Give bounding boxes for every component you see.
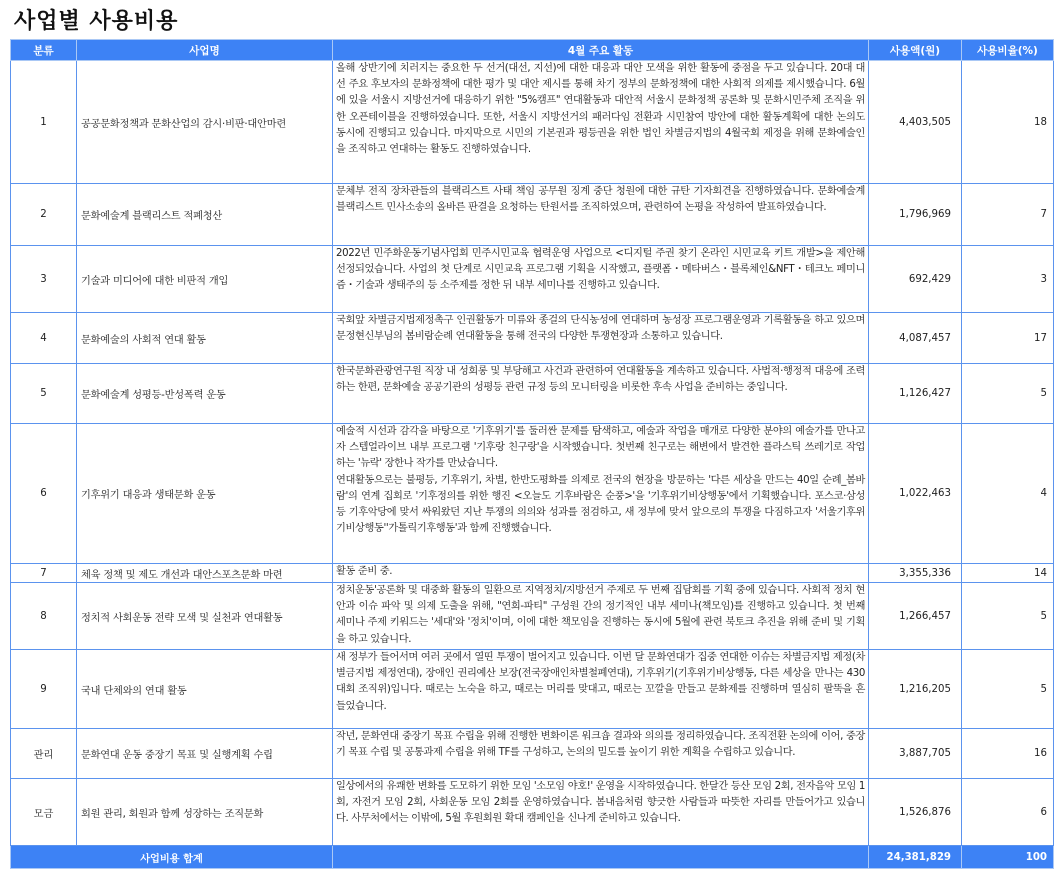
category-cell: 8 xyxy=(11,583,77,650)
activity-cell xyxy=(333,650,869,729)
activity-text: 새 정부가 들어서며 여러 곳에서 열띤 투쟁이 벌어지고 있습니다. 이번 달 문화연대가 집중 연대한 이슈는 차별금지법 제정(차별금지법 제정연대), 장애인 권리예산 보장(전국장애인차별철폐연대), 기후위기(기후위기비상행동, 다른 세상을 만나는 430대회 조직위)입니다. 때로는 노숙을 하고, 때로는 머리를 맞대고, 때로는 꼬깔을 만들고 문화제를 진행하며 열심히 팔뚝을 흔들었습니다. xyxy=(336,652,865,712)
total-activity-cell xyxy=(333,846,869,869)
activity-text: 일상에서의 유쾌한 변화를 도모하기 위한 모임 '소모임 야호!' 운영을 시작하였습니다. 한달간 등산 모임 2회, 전자음악 모임 1회, 자전거 모임 2회, 사회운동 모임 2회를 운영하였습니다. 봄내음처럼 향긋한 사람들과 따뜻한 자리를 만들어가고 있습니다. 사무처에서는 이밖에, 5월 후원회원 확대 캠페인을 신나게 준비하고 있습니다. xyxy=(336,781,865,825)
project-name-cell: 문화연대 운동 중장기 목표 및 실행계획 수립 xyxy=(77,729,333,779)
rate-cell: 7 xyxy=(962,184,1054,246)
category-cell: 관리 xyxy=(11,729,77,779)
rate-cell: 5 xyxy=(962,583,1054,650)
activity-cell xyxy=(333,583,869,650)
budget-table xyxy=(10,39,1054,869)
activity-cell xyxy=(333,779,869,846)
table-row xyxy=(11,364,1054,424)
rate-cell: 16 xyxy=(962,729,1054,779)
activity-text: 2022년 민주화운동기념사업회 민주시민교육 협력운영 사업으로 <디지털 주권 찾기 온라인 시민교육 키트 개발>을 제안해 선정되었습니다. 사업의 첫 단계로 시민교육 프로그램 기획을 시작했고, 플랫폼・메타버스・블록체인&NFT・테크노 페미니즘・기술과 생태주의 등 소주제를 정한 뒤 내부 세미나를 진행하고 있습니다. xyxy=(336,248,865,292)
header-amount: 사용액(원) xyxy=(869,40,962,61)
rate-cell: 14 xyxy=(962,564,1054,583)
project-name-cell: 문화예술계 성평등-반성폭력 운동 xyxy=(77,364,333,424)
rate-cell: 17 xyxy=(962,313,1054,364)
header-activity: 4월 주요 활동 xyxy=(333,40,869,61)
category-cell: 4 xyxy=(11,313,77,364)
table-row xyxy=(11,564,1054,583)
project-name-cell: 회원 관리, 회원과 함께 성장하는 조직문화 xyxy=(77,779,333,846)
category-cell: 5 xyxy=(11,364,77,424)
total-label: 사업비용 합계 xyxy=(11,846,333,869)
category-cell: 3 xyxy=(11,246,77,313)
activity-text: 작년, 문화연대 중장기 목표 수립을 위해 진행한 변화이론 워크숍 결과와 의의를 정리하였습니다. 조직전환 논의에 이어, 중장기 목표 수립 및 공통과제 수립을 위해 TF를 구성하고, 논의의 밀도를 높이기 위한 계획을 수립하고 있습니다. xyxy=(336,731,865,759)
header-rate: 사용비율(%) xyxy=(962,40,1054,61)
amount-cell: 4,087,457 xyxy=(869,313,962,364)
project-name-cell: 기술과 미디어에 대한 비판적 개입 xyxy=(77,246,333,313)
activity-text: 올해 상반기에 치러지는 중요한 두 선거(대선, 지선)에 대한 대응과 대안 모색을 위한 활동에 중점을 두고 있습니다. 20대 대선 주요 후보자의 문화정책에 대한 평가 및 대안 제시를 통해 차기 정부의 문화정책에 대한 사회적 의제를 제시했습니다. 6월에 있을 서울시 지방선거에 대응하기 위한 "5%캠프" 연대활동과 대안적 서울시 문화정책 공론화 및 문화시민주체 조직을 위한 오픈테이블을 진행하였습니다. 또한, 서울시 지방선거의 패러다임 전환과 시민참여 방안에 대한 활동계획에 대한 논의도 동시에 진행되고 있습니다. 마지막으로 시민의 기본권과 평등권을 위한 법인 차별금지법의 4월국회 제정을 위해 문화예술인을 조직하고 연대하는 활동도 진행하였습니다. xyxy=(336,63,865,156)
rate-cell: 18 xyxy=(962,61,1054,184)
table-row xyxy=(11,729,1054,779)
activity-text: 한국문화관광연구원 직장 내 성희롱 및 부당해고 사건과 관련하여 연대활동을 계속하고 있습니다. 사법적·행정적 대응에 조력하는 한편, 문화예술 공공기관의 성평등 관련 규정 등의 모니터링을 비롯한 후속 사업을 준비하는 중입니다. xyxy=(336,366,865,394)
amount-cell: 3,355,336 xyxy=(869,564,962,583)
activity-cell xyxy=(333,729,869,779)
activity-cell xyxy=(333,424,869,564)
table-row xyxy=(11,61,1054,184)
activity-cell xyxy=(333,246,869,313)
amount-cell: 1,266,457 xyxy=(869,583,962,650)
table-row xyxy=(11,779,1054,846)
amount-cell: 1,526,876 xyxy=(869,779,962,846)
amount-cell: 1,216,205 xyxy=(869,650,962,729)
category-cell: 1 xyxy=(11,61,77,184)
activity-text: 활동 준비 중. xyxy=(336,566,393,577)
activity-text-continued: 연대활동으로는 불평등, 기후위기, 차별, 한반도평화를 의제로 전국의 현장을 방문하는 '다른 세상을 만드는 40일 순례_봄바람'의 연계 집회로 '기후정의를 위한 행진 <오늘도 기후바람은 순풍>'을 '기후위기비상행동'에서 기획했습니다. 포스코·삼성 등 기후악당에 맞서 싸워왔던 지난 투쟁의 의의와 성과를 점검하고, 새 정부에 맞서 앞으로의 투쟁을 다짐하고자 '서울기후위기비상행동''가톨릭기후행동'과 함께 진행했습니다. xyxy=(336,474,865,535)
category-cell: 2 xyxy=(11,184,77,246)
header-category: 분류 xyxy=(11,40,77,61)
table-row xyxy=(11,246,1054,313)
table-row xyxy=(11,650,1054,729)
category-cell: 모금 xyxy=(11,779,77,846)
total-rate: 100 xyxy=(962,846,1054,869)
amount-cell: 3,887,705 xyxy=(869,729,962,779)
activity-text: 예술적 시선과 감각을 바탕으로 '기후위기'를 둘러싼 문제를 탐색하고, 예술과 작업을 매개로 다양한 분야의 예술가를 만나고자 스텝얼라이브 내부 프로그램 '기후랑 친구랑'을 시작했습니다. 첫번째 친구로는 해변에서 발견한 플라스틱 쓰레기로 작업하는 '뉴락' 장한나 작가를 만났습니다. xyxy=(336,426,865,470)
project-name-cell: 정치적 사회운동 전략 모색 및 실천과 연대활동 xyxy=(77,583,333,650)
category-cell: 6 xyxy=(11,424,77,564)
rate-cell: 5 xyxy=(962,364,1054,424)
amount-cell: 4,403,505 xyxy=(869,61,962,184)
amount-cell: 1,796,969 xyxy=(869,184,962,246)
activity-cell xyxy=(333,364,869,424)
amount-cell: 1,022,463 xyxy=(869,424,962,564)
project-name-cell: 문화예술계 블랙리스트 적폐청산 xyxy=(77,184,333,246)
activity-text: 정치운동'공론화 및 대중화 활동의 일환으로 지역정치/지방선거 주제로 두 번째 집담회를 기획 중에 있습니다. 사회적 정치 현안과 이슈 파악 및 의제 도출을 위해, "연희-파티" 구성원 간의 정기적인 내부 세미나(책모임)를 진행하고 있습니다. 첫 번째 세미나 주제 키워드는 '세대'와 '정치'이며, 이에 대한 책모임을 진행하는 동시에 5월에 관련 북토크 추진을 위해 준비 및 기획을 하고 있습니다. xyxy=(336,585,865,645)
header-row xyxy=(11,40,1054,61)
project-name-cell: 체육 정책 및 제도 개선과 대안스포츠문화 마련 xyxy=(77,564,333,583)
category-cell: 9 xyxy=(11,650,77,729)
rate-cell: 3 xyxy=(962,246,1054,313)
project-name-cell: 문화예술의 사회적 연대 활동 xyxy=(77,313,333,364)
amount-cell: 1,126,427 xyxy=(869,364,962,424)
header-project-name: 사업명 xyxy=(77,40,333,61)
activity-cell xyxy=(333,61,869,184)
project-name-cell: 공공문화정책과 문화산업의 감시·비판·대안마련 xyxy=(77,61,333,184)
amount-cell: 692,429 xyxy=(869,246,962,313)
table-row xyxy=(11,583,1054,650)
rate-cell: 6 xyxy=(962,779,1054,846)
total-row xyxy=(11,846,1054,869)
activity-text: 문체부 전직 장차관들의 블랙리스트 사태 책임 공무원 징계 중단 청원에 대한 규탄 기자회견을 진행하였습니다. 문화예술계 블랙리스트 민사소송의 올바른 판결을 요청하는 탄원서를 조직하였으며, 관련하여 논평을 작성하여 발표하였습니다. xyxy=(336,186,865,214)
page-title: 사업별 사용비용 xyxy=(14,9,179,34)
activity-text: 국회앞 차별금지법제정촉구 인권활동가 미류와 종걸의 단식농성에 연대하며 농성장 프로그램운영과 기록활동을 하고 있으며 문정현신부님의 봄비람순례 연대활동을 통해 전국의 다양한 투쟁현장과 소통하고 있습니다. xyxy=(336,315,865,343)
total-amount: 24,381,829 xyxy=(869,846,962,869)
category-cell: 7 xyxy=(11,564,77,583)
table-row xyxy=(11,184,1054,246)
rate-cell: 5 xyxy=(962,650,1054,729)
rate-cell: 4 xyxy=(962,424,1054,564)
project-name-cell: 국내 단체와의 연대 활동 xyxy=(77,650,333,729)
activity-cell xyxy=(333,564,869,583)
table-row xyxy=(11,424,1054,564)
table-row xyxy=(11,313,1054,364)
activity-cell xyxy=(333,313,869,364)
project-name-cell: 기후위기 대응과 생태문화 운동 xyxy=(77,424,333,564)
activity-cell xyxy=(333,184,869,246)
